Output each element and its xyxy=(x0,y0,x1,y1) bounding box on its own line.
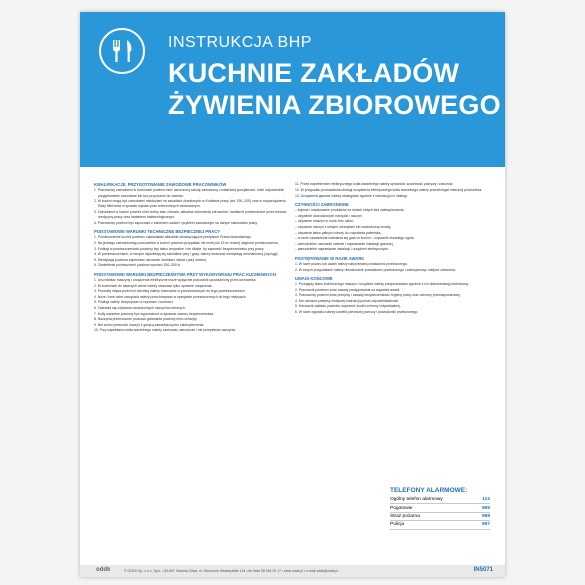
sign-title-line-2: ŻYWIENIA ZBIOROWEGO xyxy=(168,90,501,120)
list-item: 6. Zabrania się używania uszkodzonych naczyń kuchennych. xyxy=(94,305,186,310)
phones-title: TELEFONY ALARMOWE: xyxy=(390,487,468,494)
phone-number: 112 xyxy=(482,497,490,503)
list-item: 1. Pomieszczenie kuchni powinno odpowiadać aktualnie obowiązującym przepisom Prawa budowlanego. xyxy=(94,235,252,240)
section-title: POSTĘPOWANIE W RAZIE AWARII xyxy=(295,255,364,261)
list-item: 11. Przed napełnieniem elektrycznego kotła warzelnego należy sprawdzić szczelność pokrywy i zaworów. xyxy=(295,182,454,187)
phone-label: Policja xyxy=(390,522,405,528)
list-item: 9. Nie wolno przenosić naczyń z gorącą zawartością bez zabezpieczenia. xyxy=(94,322,205,327)
list-item: – używanie maszyn w ruchu bez osłon, xyxy=(295,219,354,224)
section-title: PODSTAWOWE WARUNKI BEZPIECZEŃSTWA PRZY WYKONYWANIU PRAC KUCHENNYCH xyxy=(94,271,276,277)
list-item: 2. Pracownik powinien znać zasady postępowania na wypadek awarii. xyxy=(295,287,401,292)
sign-title-line-1: KUCHNIE ZAKŁADÓW xyxy=(168,58,460,88)
list-item: – używanie naczyń z ubitymi uchwytami lub uszkodzoną emalią, xyxy=(295,224,392,229)
phone-number: 999 xyxy=(481,505,490,511)
section-title: CZYNNOŚCI ZABRONIONE xyxy=(295,201,349,207)
sign-title xyxy=(168,57,501,121)
section-list xyxy=(94,188,290,226)
list-item: 6. W razie wypadku należy udzielić pierwszej pomocy i powiadomić przełożonego. xyxy=(295,310,419,315)
phone-list xyxy=(390,496,490,530)
list-item: 1. Uruchamiać maszyny i urządzenia elektryczne może wyłącznie pracownik upoważniony przez kierownika. xyxy=(94,277,257,282)
phone-row xyxy=(390,504,490,512)
left-column xyxy=(94,182,290,334)
list-item: 2. Na jednego zatrudnionego pracownika w kuchni powinno przypadać nie mniej niż 13 m³ wolnej objętości pomieszczenia. xyxy=(94,240,279,245)
list-item: 7. Kotły warzelne powinny być wyposażone w sprawne zawory bezpieczeństwa. xyxy=(94,311,215,316)
phone-number: 998 xyxy=(481,513,490,519)
list-item: 4. Kto narusza przepisy niniejszej instrukcji ponosi odpowiedzialność. xyxy=(295,298,400,303)
sign-supertitle: INSTRUKCJA BHP xyxy=(168,34,312,51)
section-list xyxy=(295,208,491,252)
list-item: – kojenie i instalowanie produktów na dolach obłych bez zabezpieczenia, xyxy=(295,208,405,213)
phone-row xyxy=(390,496,490,504)
section-list xyxy=(295,262,491,273)
list-item: 4. W pomieszczeniach, w których wydzielają się szkodliwe pary i gazy, należy stosować wentylację mechaniczną (wyciągi). xyxy=(94,252,279,257)
list-item: 3. Zatrudnieni w kuchni powinni mieć dobry stan zdrowia, aktualne dokumenty zdrowotne i sanitarne potwierdzone przez lekarza medycyny pracy oraz badaniem bakteriologicznym. xyxy=(94,209,287,220)
section-title: UWAGI KOŃCOWE xyxy=(295,275,333,281)
list-item: 3. Pracownicy powinni znać przepisy i zasady bezpieczeństwa i higieny pracy oraz ochrony przeciwpożarowej. xyxy=(295,293,461,298)
section-list xyxy=(295,282,491,315)
list-item: 1. Pracownicy zatrudnieni w kuchniach powinni mieć ukończoną szkołę zawodową o właściwej specjalności, mieć odpowiednie przygotowanie zawodowe lub być przyuczeni do zawodu. xyxy=(94,188,285,198)
section-list xyxy=(94,278,290,334)
list-item: – samodzielne usuwanie usterek i naprawianie instalacji gazowej, xyxy=(295,241,394,246)
phone-row xyxy=(390,521,490,529)
publisher-logo: oddk xyxy=(96,567,111,573)
phone-number: 997 xyxy=(481,522,490,528)
list-item: – samodzielne naprawianie instalacji i urządzeń elektrycznych. xyxy=(295,247,390,252)
list-item: 12. W przypadku prowadzenia obsługi urządzenia elektrycznego kotła warzelnego należy przestrzegać instrukcji producenta. xyxy=(295,187,483,192)
phone-row xyxy=(390,513,490,521)
list-item: 5. Wentylacja powinna zapewniać usuwanie nadmiaru ciepła i pary wodnej. xyxy=(94,257,207,262)
footer-bar xyxy=(80,565,505,577)
section-list xyxy=(295,182,491,198)
list-item: 5. Kierownik zakładu powinien zapewnić środki ochrony indywidualnej. xyxy=(295,304,401,309)
fork-knife-icon xyxy=(99,28,145,74)
list-item: 10. Przy napełnianiu kotła warzelnego należy zachować ostrożność i nie przepełniać naczynia. xyxy=(94,328,236,333)
list-item: 13. Urządzenia gazowe należy obsługiwać zgodnie z instrukcją ich obsługi. xyxy=(295,193,408,198)
section-title: KWALIFIKACJE, PRZYGOTOWANIE ZAWODOWE PRACOWNIKÓW xyxy=(94,182,227,187)
header-banner xyxy=(80,12,505,167)
list-item: 6. Oświetlenie pomieszczeń powinno wynosić 150–300 lx. xyxy=(94,263,182,268)
list-item: 1. Przeglądy stanu technicznego maszyn i urządzeń należy przeprowadzać zgodnie z ich dokumentacją techniczną. xyxy=(295,282,469,287)
publisher-address: © ODDK Sp. z o.o. Sp.k. • 80-557 Gdańsk-Oliwa, ul. Obrońców Westerplatte 124 • tel./faks 58 554 29 17 • www.oddk.pl • e-mail oddk@oddk.pl xyxy=(124,569,338,573)
list-item: – używanie uszkodzonych narzędzi i naczyń, xyxy=(295,213,363,218)
right-column xyxy=(295,182,491,316)
phone-label: Ogólny telefon alarmowy xyxy=(390,497,443,503)
list-item: 3. Podłogi w pomieszczeniach powinny być łatwo zmywalne i nie śliskie, by zapewnić bezpieczeństwo przy pracy. xyxy=(94,246,265,251)
list-item: 4. Noże i inne ostre narzędzia należy przechowywać w specjalnie przeznaczonych do tego miejscach. xyxy=(94,294,247,299)
list-item: 4. Pracownicy powinni być zapoznani z zakresem zadań i ryzykiem zawodowym na danym stanowisku pracy. xyxy=(94,220,258,225)
instruction-sheet xyxy=(80,12,505,577)
list-item: – w razie zauważenia ulatniania się gazu w kuchni – używanie otwartego ognia, xyxy=(295,236,415,241)
emergency-phones xyxy=(390,487,490,530)
list-item: 3. Produkty mięsa przed ich obróbką należy rozmrażać w przeznaczonych do tego pomieszczeniach. xyxy=(94,289,246,294)
list-item: 8. Naczynia przenoszone podczas gotowania powinny mieć uchwyty. xyxy=(94,317,198,322)
phone-label: Straż pożarna xyxy=(390,513,420,519)
section-list xyxy=(94,235,290,268)
list-item: 5. Podłogi należy utrzymywać w czystości i suchości. xyxy=(94,300,174,305)
list-item: 2. W innych przypadkach należy niezwłocznie powiadomić przełożonego i zabezpieczyć miejsce zdarzenia. xyxy=(295,267,456,272)
list-item: 2. W kuchniach do własnych celów należy stosować tylko sprawne urządzenia. xyxy=(94,283,213,288)
list-item: 2. W kuchni mogą być zatrudnieni młodociani na zasadach określonych w Kodeksie pracy (art. 190–205) oraz w rozporządzeniu Rady Ministrów w sprawie wykazu prac wzbronionych młodocianym. xyxy=(94,199,287,209)
document-code: IN5071 xyxy=(473,567,493,573)
list-item: 1. W razie pożaru lub awarii należy natychmiast powiadomić przełożonego. xyxy=(295,261,408,266)
phone-label: Pogotowie xyxy=(390,505,413,511)
section-title: PODSTAWOWE WARUNKI TECHNICZNE BEZPIECZNEJ PRACY xyxy=(94,228,221,234)
list-item: – używanie łatwo palnych cieczy do rozpalania paleniska, xyxy=(295,230,382,235)
